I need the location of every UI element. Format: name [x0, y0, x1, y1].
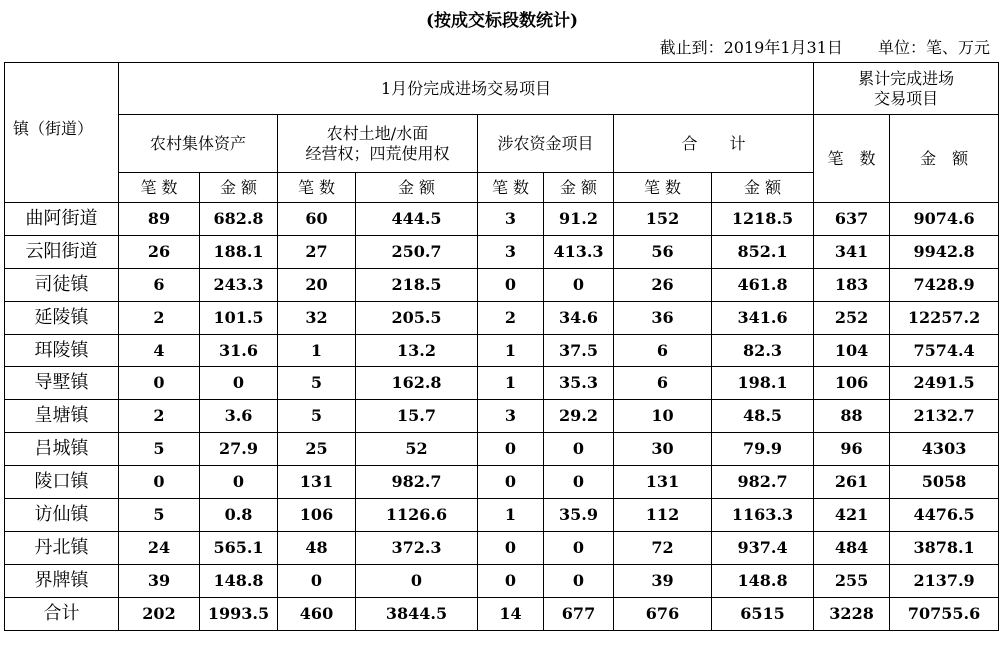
town-name-cell: 皇塘镇 — [5, 400, 119, 433]
table-row — [5, 334, 999, 367]
table-row — [5, 203, 999, 236]
funds-amount-cell: 35.9 — [544, 499, 614, 532]
town-name-cell: 合计 — [5, 597, 119, 630]
land-count-cell: 27 — [278, 235, 356, 268]
town-name-cell: 陵口镇 — [5, 466, 119, 499]
cumulative-amount-cell: 2132.7 — [890, 400, 999, 433]
unit-label: 单位：笔、万元 — [877, 38, 990, 57]
total-amount-cell: 6515 — [712, 597, 814, 630]
funds-amount-cell: 0 — [544, 466, 614, 499]
cumulative-amount-cell: 3878.1 — [890, 531, 999, 564]
funds-count-cell: 1 — [478, 499, 544, 532]
table-row — [5, 235, 999, 268]
cumulative-amount-cell: 7574.4 — [890, 334, 999, 367]
total-amount-cell: 1218.5 — [712, 203, 814, 236]
total-amount-cell: 937.4 — [712, 531, 814, 564]
total-count-cell: 30 — [614, 433, 712, 466]
report-meta — [660, 35, 990, 58]
funds-count-cell: 0 — [478, 268, 544, 301]
funds-amount-cell: 0 — [544, 268, 614, 301]
land-count-cell: 5 — [278, 400, 356, 433]
total-amount-cell: 82.3 — [712, 334, 814, 367]
count-header: 笔 数 — [278, 173, 356, 203]
table-body — [5, 203, 999, 631]
land-water-header-line1: 农村土地/水面 — [326, 123, 429, 143]
funds-count-cell: 14 — [478, 597, 544, 630]
collective-amount-cell: 0 — [200, 367, 278, 400]
funds-amount-cell: 413.3 — [544, 235, 614, 268]
table-row — [5, 466, 999, 499]
land-amount-cell: 982.7 — [356, 466, 478, 499]
table-row — [5, 367, 999, 400]
amount-header: 金 额 — [712, 173, 814, 203]
cumulative-count-cell: 104 — [814, 334, 890, 367]
collective-amount-cell: 27.9 — [200, 433, 278, 466]
funds-count-cell: 3 — [478, 203, 544, 236]
town-name-cell: 界牌镇 — [5, 564, 119, 597]
land-amount-cell: 250.7 — [356, 235, 478, 268]
funds-amount-cell: 29.2 — [544, 400, 614, 433]
table-row — [5, 564, 999, 597]
total-amount-cell: 852.1 — [712, 235, 814, 268]
collective-count-cell: 0 — [119, 367, 200, 400]
land-count-cell: 106 — [278, 499, 356, 532]
total-count-cell: 152 — [614, 203, 712, 236]
town-name-cell: 延陵镇 — [5, 301, 119, 334]
total-count-cell: 26 — [614, 268, 712, 301]
cumulative-amount-cell: 70755.6 — [890, 597, 999, 630]
total-amount-cell: 1163.3 — [712, 499, 814, 532]
month-group-header: 1月份完成进场交易项目 — [119, 63, 814, 115]
total-amount-cell: 461.8 — [712, 268, 814, 301]
cumulative-amount-cell: 2137.9 — [890, 564, 999, 597]
land-amount-cell: 218.5 — [356, 268, 478, 301]
cumulative-count-cell: 341 — [814, 235, 890, 268]
cumulative-count-cell: 255 — [814, 564, 890, 597]
cumulative-count-cell: 96 — [814, 433, 890, 466]
funds-count-cell: 2 — [478, 301, 544, 334]
land-amount-cell: 0 — [356, 564, 478, 597]
table-row — [5, 531, 999, 564]
total-count-cell: 6 — [614, 334, 712, 367]
land-water-header — [278, 115, 478, 173]
cumulative-count-cell: 637 — [814, 203, 890, 236]
funds-amount-cell: 0 — [544, 433, 614, 466]
cumulative-count-cell: 484 — [814, 531, 890, 564]
cumulative-header-line1: 累计完成进场 — [858, 68, 955, 88]
town-name-cell: 曲阿街道 — [5, 203, 119, 236]
table-row — [5, 433, 999, 466]
collective-count-cell: 24 — [119, 531, 200, 564]
count-header: 笔 数 — [614, 173, 712, 203]
total-count-cell: 112 — [614, 499, 712, 532]
funds-count-cell: 1 — [478, 334, 544, 367]
collective-amount-cell: 565.1 — [200, 531, 278, 564]
total-group-header: 合 计 — [614, 115, 814, 173]
funds-count-cell: 0 — [478, 564, 544, 597]
funds-amount-cell: 91.2 — [544, 203, 614, 236]
land-amount-cell: 52 — [356, 433, 478, 466]
land-amount-cell: 15.7 — [356, 400, 478, 433]
collective-count-cell: 0 — [119, 466, 200, 499]
collective-count-cell: 6 — [119, 268, 200, 301]
collective-amount-cell: 682.8 — [200, 203, 278, 236]
collective-count-cell: 202 — [119, 597, 200, 630]
funds-count-cell: 1 — [478, 367, 544, 400]
total-count-cell: 676 — [614, 597, 712, 630]
land-amount-cell: 1126.6 — [356, 499, 478, 532]
table-row — [5, 400, 999, 433]
collective-count-cell: 4 — [119, 334, 200, 367]
collective-assets-header: 农村集体资产 — [119, 115, 278, 173]
town-column-header: 镇（街道） — [5, 63, 119, 203]
total-amount-cell: 148.8 — [712, 564, 814, 597]
amount-header: 金 额 — [544, 173, 614, 203]
collective-amount-cell: 31.6 — [200, 334, 278, 367]
collective-amount-cell: 3.6 — [200, 400, 278, 433]
total-count-cell: 72 — [614, 531, 712, 564]
count-header: 笔 数 — [119, 173, 200, 203]
collective-count-cell: 2 — [119, 301, 200, 334]
town-name-cell: 珥陵镇 — [5, 334, 119, 367]
funds-amount-cell: 37.5 — [544, 334, 614, 367]
land-amount-cell: 162.8 — [356, 367, 478, 400]
collective-count-cell: 26 — [119, 235, 200, 268]
town-name-cell: 云阳街道 — [5, 235, 119, 268]
total-count-cell: 56 — [614, 235, 712, 268]
cumulative-amount-cell: 2491.5 — [890, 367, 999, 400]
funds-count-cell: 3 — [478, 235, 544, 268]
collective-count-cell: 5 — [119, 499, 200, 532]
total-count-cell: 39 — [614, 564, 712, 597]
funds-amount-cell: 0 — [544, 531, 614, 564]
cumulative-amount-header: 金 额 — [890, 115, 999, 203]
town-name-cell: 导墅镇 — [5, 367, 119, 400]
cumulative-group-header — [814, 63, 999, 115]
cumulative-amount-cell: 4476.5 — [890, 499, 999, 532]
collective-amount-cell: 148.8 — [200, 564, 278, 597]
collective-count-cell: 2 — [119, 400, 200, 433]
total-count-cell: 36 — [614, 301, 712, 334]
total-amount-cell: 79.9 — [712, 433, 814, 466]
cumulative-count-cell: 421 — [814, 499, 890, 532]
cumulative-count-cell: 252 — [814, 301, 890, 334]
funds-count-cell: 0 — [478, 531, 544, 564]
agri-funds-header: 涉农资金项目 — [478, 115, 614, 173]
funds-count-cell: 3 — [478, 400, 544, 433]
funds-amount-cell: 677 — [544, 597, 614, 630]
table-row — [5, 499, 999, 532]
collective-count-cell: 89 — [119, 203, 200, 236]
amount-header: 金 额 — [356, 173, 478, 203]
land-count-cell: 5 — [278, 367, 356, 400]
land-count-cell: 0 — [278, 564, 356, 597]
cumulative-amount-cell: 9942.8 — [890, 235, 999, 268]
collective-amount-cell: 1993.5 — [200, 597, 278, 630]
collective-amount-cell: 243.3 — [200, 268, 278, 301]
cumulative-amount-cell: 12257.2 — [890, 301, 999, 334]
date-label: 截止到：2019年1月31日 — [659, 38, 843, 57]
funds-amount-cell: 34.6 — [544, 301, 614, 334]
town-name-cell: 司徒镇 — [5, 268, 119, 301]
collective-amount-cell: 0 — [200, 466, 278, 499]
count-header: 笔 数 — [478, 173, 544, 203]
cumulative-header-line2: 交易项目 — [874, 88, 939, 108]
town-name-cell: 吕城镇 — [5, 433, 119, 466]
land-count-cell: 1 — [278, 334, 356, 367]
town-name-cell: 丹北镇 — [5, 531, 119, 564]
cumulative-amount-cell: 4303 — [890, 433, 999, 466]
land-amount-cell: 3844.5 — [356, 597, 478, 630]
cumulative-count-cell: 183 — [814, 268, 890, 301]
table-row — [5, 268, 999, 301]
funds-amount-cell: 0 — [544, 564, 614, 597]
collective-count-cell: 39 — [119, 564, 200, 597]
total-amount-cell: 341.6 — [712, 301, 814, 334]
land-amount-cell: 444.5 — [356, 203, 478, 236]
cumulative-amount-cell: 9074.6 — [890, 203, 999, 236]
total-amount-cell: 198.1 — [712, 367, 814, 400]
table-row — [5, 301, 999, 334]
total-count-cell: 6 — [614, 367, 712, 400]
total-count-cell: 10 — [614, 400, 712, 433]
amount-header: 金 额 — [200, 173, 278, 203]
page-title: (按成交标段数统计) — [425, 11, 579, 31]
cumulative-count-cell: 3228 — [814, 597, 890, 630]
funds-count-cell: 0 — [478, 466, 544, 499]
statistics-table — [4, 62, 999, 631]
total-count-cell: 131 — [614, 466, 712, 499]
cumulative-amount-cell: 7428.9 — [890, 268, 999, 301]
total-amount-cell: 982.7 — [712, 466, 814, 499]
land-amount-cell: 372.3 — [356, 531, 478, 564]
land-count-cell: 48 — [278, 531, 356, 564]
land-amount-cell: 13.2 — [356, 334, 478, 367]
collective-amount-cell: 0.8 — [200, 499, 278, 532]
land-count-cell: 131 — [278, 466, 356, 499]
land-count-cell: 25 — [278, 433, 356, 466]
land-water-header-line2: 经营权；四荒使用权 — [305, 143, 450, 163]
cumulative-count-cell: 106 — [814, 367, 890, 400]
cumulative-amount-cell: 5058 — [890, 466, 999, 499]
funds-amount-cell: 35.3 — [544, 367, 614, 400]
collective-amount-cell: 101.5 — [200, 301, 278, 334]
collective-count-cell: 5 — [119, 433, 200, 466]
total-row — [5, 597, 999, 630]
cumulative-count-cell: 88 — [814, 400, 890, 433]
funds-count-cell: 0 — [478, 433, 544, 466]
land-count-cell: 460 — [278, 597, 356, 630]
land-count-cell: 20 — [278, 268, 356, 301]
land-count-cell: 60 — [278, 203, 356, 236]
collective-amount-cell: 188.1 — [200, 235, 278, 268]
land-count-cell: 32 — [278, 301, 356, 334]
cumulative-count-header: 笔 数 — [814, 115, 890, 203]
land-amount-cell: 205.5 — [356, 301, 478, 334]
cumulative-count-cell: 261 — [814, 466, 890, 499]
town-name-cell: 访仙镇 — [5, 499, 119, 532]
total-amount-cell: 48.5 — [712, 400, 814, 433]
